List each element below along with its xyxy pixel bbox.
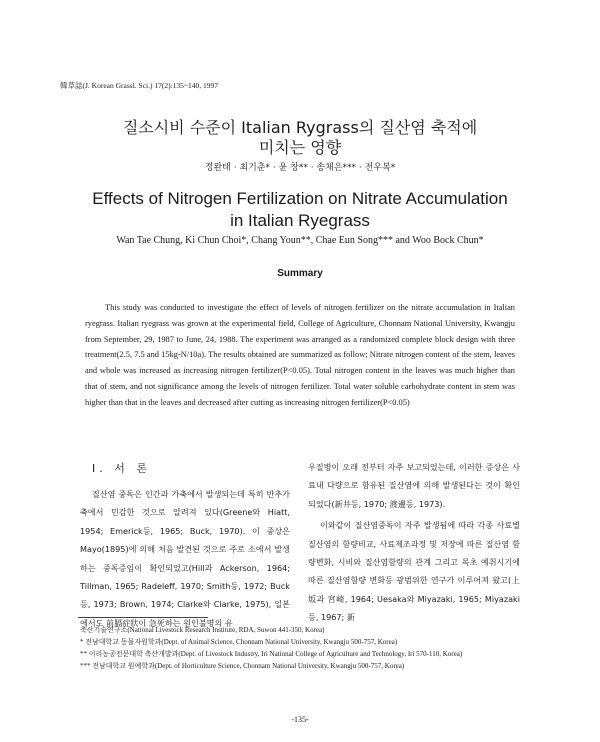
footnote-double-star: ** 이리농공전문대학 축산개발과(Dept. of Livestock Industry, Iri National College of Agriculture and Technology, Iri 570-110, Korea) — [80, 650, 463, 658]
abstract — [85, 300, 515, 411]
left-column — [80, 485, 290, 632]
summary-heading: Summary — [277, 268, 323, 279]
footnotes — [80, 624, 520, 672]
footnote-affiliation: 축산기술연구소(National Livestock Research Institute, RDA, Suwon 441-350, Korea) — [80, 626, 325, 634]
footnote-divider — [78, 617, 208, 618]
title-korean-line-2: 미치는 영향 — [258, 138, 342, 157]
section-heading-introduction: I. 서 론 — [92, 462, 151, 475]
footnote-single-star: * 전남대학교 동물자원학과(Dept. of Animal Science, Chonnam National University, Kwangju 500-757, Korea) — [80, 638, 398, 646]
journal-reference: 韓草誌(J. Korean Grassl. Sci.) 17(2):135~140, 1997 — [60, 81, 218, 90]
page-number: -135- — [291, 715, 309, 724]
title-english-line-2: in Italian Ryegrass — [230, 211, 370, 230]
authors-english: Wan Tae Chung, Ki Chun Choi*, Chang Youn**, Chae Eun Song*** and Woo Bock Chun* — [116, 235, 484, 246]
footnote-triple-star: *** 전남대학교 원예학과(Dept. of Horticulture Science, Chonnam National University, Kwangju 500-757, Korea) — [80, 662, 405, 670]
abstract-text: This study was conducted to investigate the effect of levels of nitrogen fertilizer on the nitrate accumulation in Italian ryegrass. Italian ryegrass was grown at the experimental field, College of Agriculture, Chonnam National University, Kwangju from September, 29, 1987 to June, 24, 1988. The experiment was arranged as a randomized complete block design with three treatment(2.5, 7.5 and 15kg-N/10a). The results obtained are summarized as follow; Nitrate nitrogen content of the stem, leaves and whole was increased as increasing nitrogen fertilizer(P<0.05). Total nitrogen content in the leaves was much higher than that of stem, and not significance among the levels of nitrogen fertilizer. Total water soluble carbohydrate content in stem was higher than that in the leaves and decreased after cutting as increasing nitrogen fertilizer(P<0.05) — [85, 303, 515, 407]
authors-korean: 정완태 · 최기춘* · 윤 창** · 송채은*** · 전우복* — [204, 163, 396, 173]
right-paragraph-1: 우질병이 오래 전부터 자주 보고되었는데, 이러한 증상은 사료내 다량으로 함유된 질산염에 의해 발생된다는 것이 확인되었다(新井등, 1970; 渡邊등, 1973). — [308, 462, 520, 509]
left-paragraph: 질산염 중독은 인간과 가축에서 발생되는데 특히 반추가축에서 민감한 것으로 알려져 있다(Greene와 Hiatt, 1954; Emerick등, 1965; Buck, 1970). 이 중상은 Mayo(1895)에 의해 처음 발견된 것으로 주로 소에서 발생하는 중독증임이 확인되었고(Hill과 Ackerson, 1964; Tillman, 1965; Radeleff, 1970; Smith등, 1972; Buck등, 1973; Brown, 1974; Clarke와 Clarke, 1975), 일본에서도 前膈症狀이 急死하는 원인불명의 유 — [80, 489, 290, 628]
right-paragraph-2: 이와같이 질산염중독이 자주 발생됨에 따라 각종 사료별 질산염의 함량비교, 사료제조과정 및 저장에 따른 질산염 함량변화, 시비와 질산염함량의 관계 그리고 목초 예취시기에 따른 질산염함량 변화등 광범위한 연구가 이루어져 왔고(上坂과 宮崎, 1964; Uesaka와 Miyazaki, 1965; Miyazaki등, 1967; 新 — [308, 520, 520, 623]
title-english-line-1: Effects of Nitrogen Fertilization on Nitrate Accumulation — [92, 189, 508, 208]
title-korean-line-1: 질소시비 수준이 Italian Rygrass의 질산염 축적에 — [122, 118, 478, 137]
right-column — [308, 458, 520, 627]
